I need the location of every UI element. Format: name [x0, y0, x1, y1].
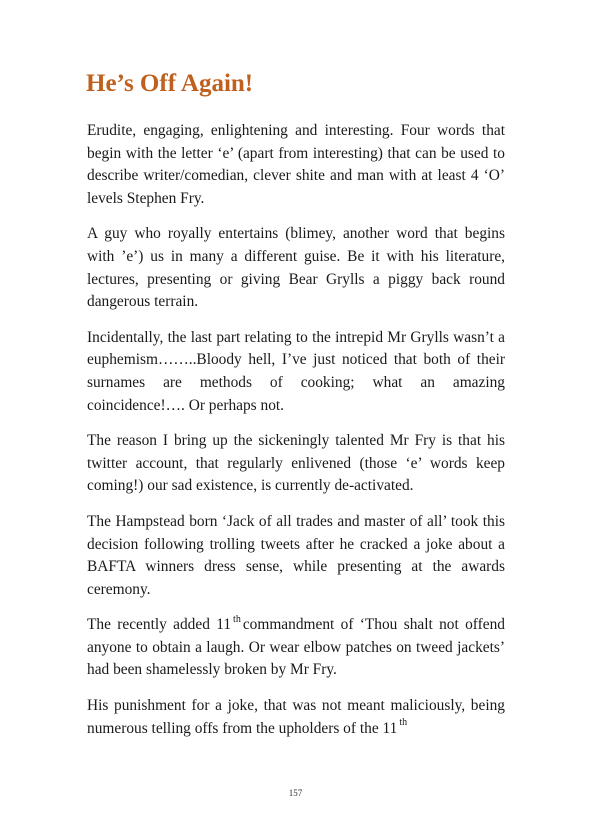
page-number: 157: [288, 788, 303, 798]
body-text: [87, 120, 505, 753]
paragraph-7: [87, 695, 505, 740]
paragraph-1: Erudite, engaging, enlightening and interesting. Four words that begin with the letter ‘e’ (apart from interesting) that can be used to describe writer/comedian, clever shite and man with at least 4 ‘O’ levels Stephen Fry.: [87, 122, 505, 207]
paragraph-7-start: His punishment for a joke, that was not meant maliciously, being numerous telling offs from the upholders of the 11: [87, 697, 505, 737]
paragraph-3: Incidentally, the last part relating to the intrepid Mr Grylls wasn’t a euphemism……..Bloody hell, I’ve just noticed that both of their surnames are methods of cooking; what an amazing coincidence!…. Or perhaps not.: [87, 328, 505, 414]
paragraph-2: A guy who royally entertains (blimey, another word that begins with ’e’) us in many a different guise. Be it with his literature, lectures, presenting or giving Bear Grylls a piggy back round dangerous terrain.: [87, 225, 505, 311]
paragraph-5: The Hampstead born ‘Jack of all trades and master of all’ took this decision following trolling tweets after he cracked a joke about a BAFTA winners dress sense, while presenting at the awards ceremony.: [87, 512, 505, 598]
chapter-title: He’s Off Again!: [86, 70, 254, 97]
paragraph-6: [87, 614, 505, 682]
ordinal-suffix: th: [233, 613, 241, 625]
paragraph-6-start: The recently added 11: [87, 616, 232, 634]
paragraph-4: The reason I bring up the sickeningly talented Mr Fry is that his twitter account, that regularly enlivened (those ‘e’ words keep coming!) our sad existence, is currently de-activated.: [87, 432, 505, 495]
ordinal-suffix: th: [399, 717, 408, 729]
paragraph-6-rest: commandment of ‘Thou shalt not offend anyone to obtain a laugh. Or wear elbow patches on tweed jackets’ had been shamelessly broken by Mr Fry.: [87, 616, 505, 679]
